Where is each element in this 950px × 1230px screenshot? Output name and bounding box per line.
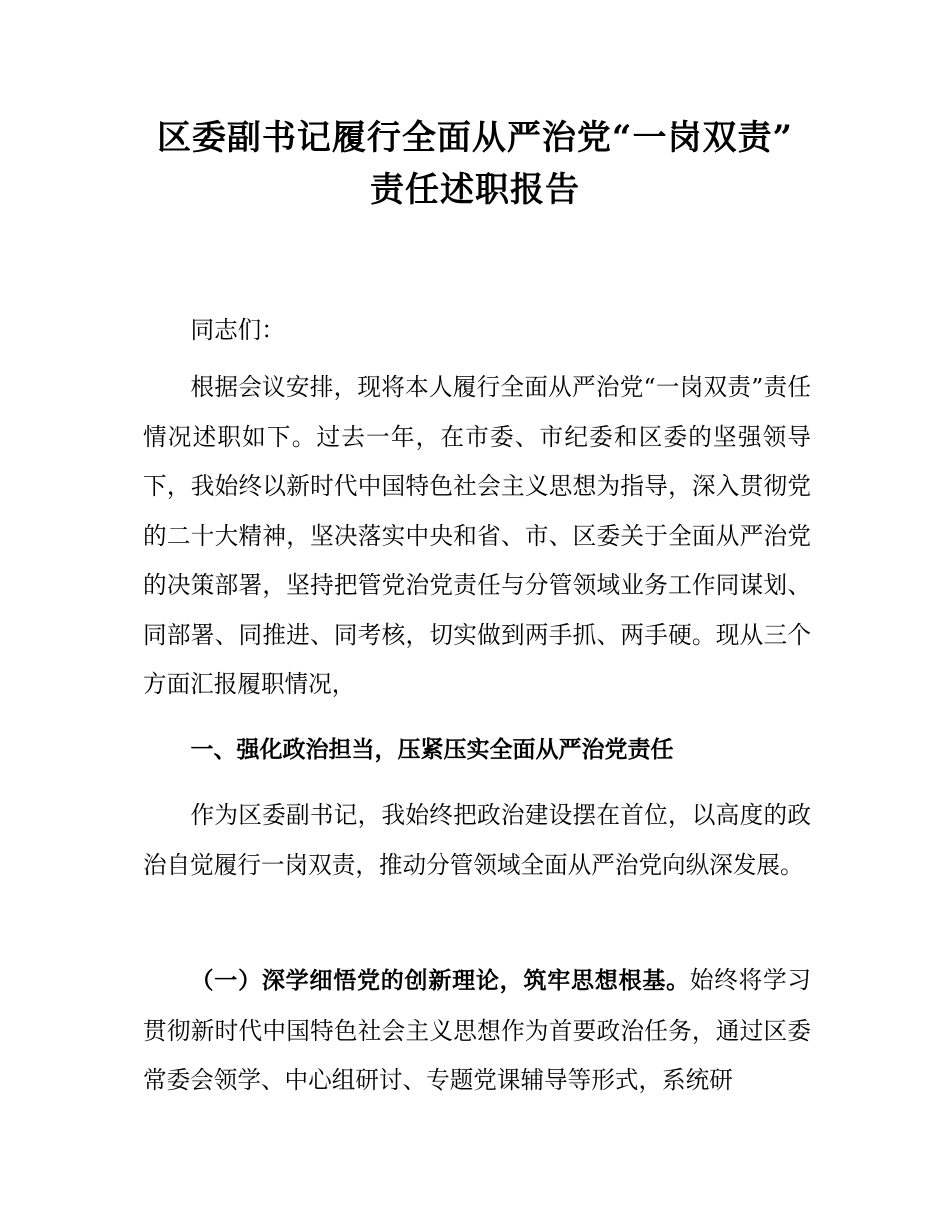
subsection-1-body: 始终将学习贯彻新时代中国特色社会主义思想作为首要政治任务，通过区委常委会领学、中心组研讨、专题党课辅导等形式，系统研 [143,966,811,1094]
section-heading-1: 一、强化政治担当，压紧压实全面从严治党责任 [190,737,674,763]
paragraph-intro: 根据会议安排，现将本人履行全面从严治党“一岗双责”责任情况述职如下。过去一年，在市委、市纪委和区委的坚强领导下，我始终以新时代中国特色社会主义思想为指导，深入贯彻党的二十大精神，坚决落实中央和省、市、区委关于全面从严治党的决策部署，坚持把管党治党责任与分管领域业务工作同谋划、同部署、同推进、同考核，切实做到两手抓、两手硬。现从三个方面汇报履职情况， [143,373,811,698]
paragraph-section-1-intro: 作为区委副书记，我始终把政治建设摆在首位，以高度的政治自觉履行一岗双责，推动分管领域全面从严治党向纵深发展。 [143,801,811,879]
document-title-line-1: 区委副书记履行全面从严治党“一岗双责” [156,118,794,158]
document-title-line-2: 责任述职报告 [370,170,580,210]
paragraph-subsection-1 [143,956,811,1106]
greeting: 同志们： [190,316,285,344]
subsection-1-lead: （一）深学细悟党的创新理论，筑牢思想根基。 [190,968,690,994]
